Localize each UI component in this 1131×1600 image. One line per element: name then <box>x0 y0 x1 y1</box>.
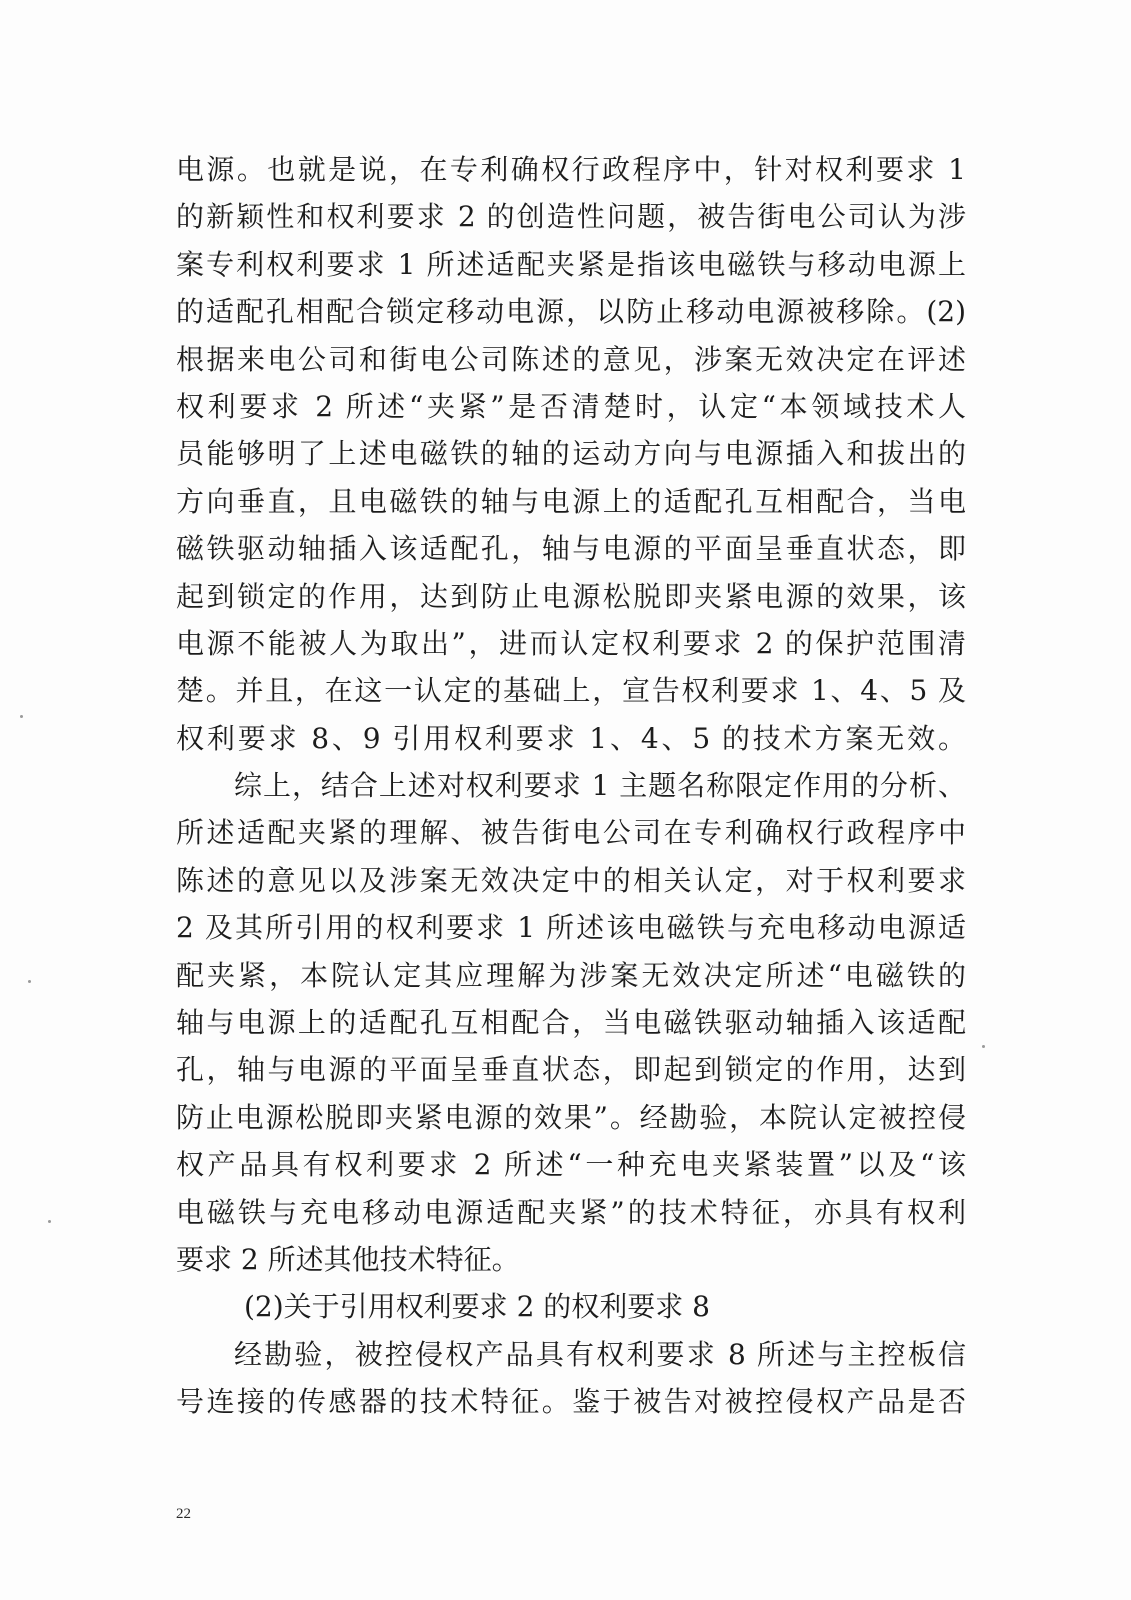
document-body <box>176 146 966 1426</box>
text-line: 根据来电公司和街电公司陈述的意见，涉案无效决定在评述 <box>176 342 966 376</box>
text-line: 起到锁定的作用，达到防止电源松脱即夹紧电源的效果，该 <box>176 579 966 613</box>
scan-speck <box>20 715 23 718</box>
text-line: 配夹紧，本院认定其应理解为涉案无效决定所述“电磁铁的 <box>176 958 966 992</box>
text-line: 权利要求 2 所述“夹紧”是否清楚时，认定“本领域技术人 <box>176 389 966 423</box>
scan-speck <box>48 1220 51 1223</box>
text-line: 方向垂直，且电磁铁的轴与电源上的适配孔互相配合，当电 <box>176 484 966 518</box>
paragraph-first-line: 综上，结合上述对权利要求 1 主题名称限定作用的分析、 <box>234 769 966 803</box>
text-line: 陈述的意见以及涉案无效决定中的相关认定，对于权利要求 <box>176 863 966 897</box>
text-line: 磁铁驱动轴插入该适配孔，轴与电源的平面呈垂直状态，即 <box>176 532 966 566</box>
text-line: 案专利权利要求 1 所述适配夹紧是指该电磁铁与移动电源上 <box>176 247 966 281</box>
text-line: 防止电源松脱即夹紧电源的效果”。经勘验，本院认定被控侵 <box>176 1100 966 1134</box>
text-line: 所述适配夹紧的理解、被告街电公司在专利确权行政程序中 <box>176 816 966 850</box>
section-heading: (2)关于引用权利要求 2 的权利要求 8 <box>244 1290 710 1324</box>
text-line: 号连接的传感器的技术特征。鉴于被告对被控侵权产品是否 <box>176 1385 966 1419</box>
scan-speck <box>28 980 31 983</box>
text-line: 电源不能被人为取出”，进而认定权利要求 2 的保护范围清 <box>176 626 966 660</box>
text-line: 要求 2 所述其他技术特征。 <box>176 1242 520 1276</box>
paragraph-first-line: 经勘验，被控侵权产品具有权利要求 8 所述与主控板信 <box>234 1337 966 1371</box>
text-line: 电磁铁与充电移动电源适配夹紧”的技术特征，亦具有权利 <box>176 1195 966 1229</box>
scan-speck <box>982 1045 985 1048</box>
text-line: 权产品具有权利要求 2 所述“一种充电夹紧装置”以及“该 <box>176 1148 966 1182</box>
text-line: 员能够明了上述电磁铁的轴的运动方向与电源插入和拔出的 <box>176 437 966 471</box>
text-line: 孔，轴与电源的平面呈垂直状态，即起到锁定的作用，达到 <box>176 1053 966 1087</box>
text-line: 轴与电源上的适配孔互相配合，当电磁铁驱动轴插入该适配 <box>176 1006 966 1040</box>
text-line: 权利要求 8、9 引用权利要求 1、4、5 的技术方案无效。 <box>176 721 966 755</box>
text-line: 的新颖性和权利要求 2 的创造性问题，被告街电公司认为涉 <box>176 200 966 234</box>
text-line: 的适配孔相配合锁定移动电源，以防止移动电源被移除。(2) <box>176 295 966 329</box>
text-line: 电源。也就是说，在专利确权行政程序中，针对权利要求 1 <box>176 153 966 186</box>
text-line: 2 及其所引用的权利要求 1 所述该电磁铁与充电移动电源适 <box>176 911 966 945</box>
page-number: 22 <box>176 1506 191 1522</box>
text-line: 楚。并且，在这一认定的基础上，宣告权利要求 1、4、5 及 <box>176 674 966 708</box>
